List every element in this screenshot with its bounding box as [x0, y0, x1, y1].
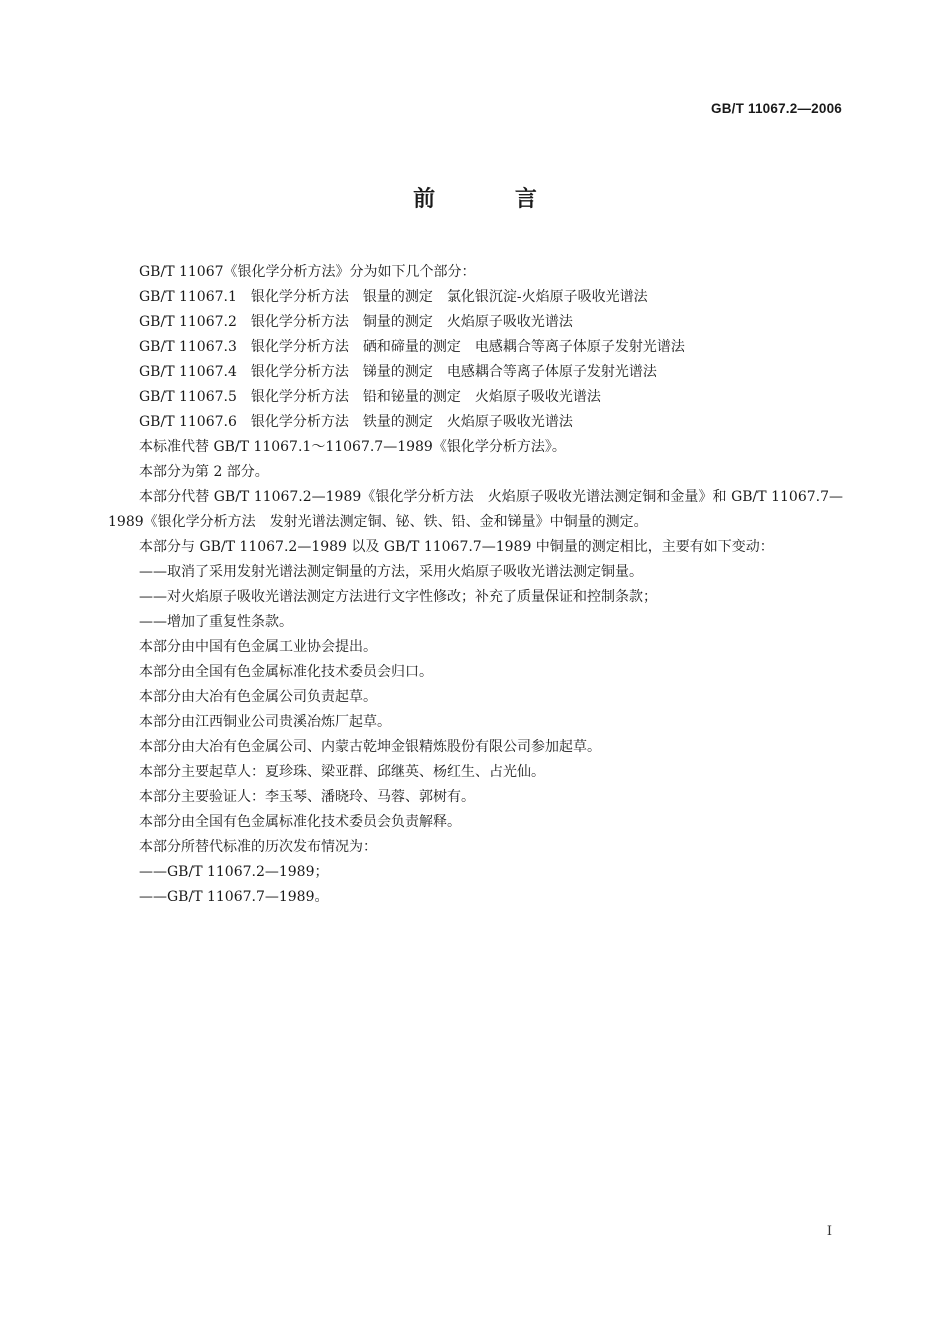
paragraph-proposed-by: 本部分由中国有色金属工业协会提出。	[139, 639, 377, 655]
paragraph-centralized-by: 本部分由全国有色金属标准化技术委员会归口。	[139, 664, 433, 680]
paragraph-part-3: GB/T 11067.3 银化学分析方法 硒和碲量的测定 电感耦合等离子体原子发射光谱法	[139, 339, 685, 355]
foreword-body	[108, 260, 843, 910]
list-item-change-2: ——对火焰原子吸收光谱法测定方法进行文字性修改；补充了质量保证和控制条款；	[139, 589, 657, 605]
paragraph-drafted-by-2: 本部分由江西铜业公司贵溪冶炼厂起草。	[139, 714, 391, 730]
page-number: I	[826, 1224, 832, 1239]
page-title: 前 言	[413, 187, 573, 212]
list-item-change-1: ——取消了采用发射光谱法测定铜量的方法，采用火焰原子吸收光谱法测定铜量。	[139, 564, 643, 580]
paragraph-participants: 本部分由大冶有色金属公司、内蒙古乾坤金银精炼股份有限公司参加起草。	[139, 739, 601, 755]
list-item-change-3: ——增加了重复性条款。	[139, 614, 293, 630]
list-item-history-1: ——GB/T 11067.2—1989；	[139, 864, 329, 880]
paragraph-part-5: GB/T 11067.5 银化学分析方法 铅和铋量的测定 火焰原子吸收光谱法	[139, 389, 601, 405]
paragraph-parts-intro: GB/T 11067《银化学分析方法》分为如下几个部分：	[139, 264, 476, 280]
paragraph-drafted-by-1: 本部分由大冶有色金属公司负责起草。	[139, 689, 377, 705]
paragraph-main-drafters: 本部分主要起草人：夏珍珠、梁亚群、邱继英、杨红生、占光仙。	[139, 764, 545, 780]
paragraph-replaces-standard: 本标准代替 GB/T 11067.1～11067.7—1989《银化学分析方法》。	[139, 439, 566, 455]
paragraph-replaces-detail: 本部分代替 GB/T 11067.2—1989《银化学分析方法 火焰原子吸收光谱法测定铜和金量》和 GB/T 11067.7—1989《银化学分析方法 发射光谱法测定铜、铋、铁、铅、金和锑量》中铜量的测定。	[108, 489, 843, 530]
paragraph-interpreted-by: 本部分由全国有色金属标准化技术委员会负责解释。	[139, 814, 461, 830]
standard-code: GB/T 11067.2—2006	[711, 101, 842, 116]
paragraph-part-number: 本部分为第 2 部分。	[139, 464, 269, 480]
paragraph-history-intro: 本部分所替代标准的历次发布情况为：	[139, 839, 377, 855]
paragraph-part-1: GB/T 11067.1 银化学分析方法 银量的测定 氯化银沉淀-火焰原子吸收光谱法	[139, 289, 648, 305]
paragraph-part-6: GB/T 11067.6 银化学分析方法 铁量的测定 火焰原子吸收光谱法	[139, 414, 573, 430]
paragraph-changes-intro: 本部分与 GB/T 11067.2—1989 以及 GB/T 11067.7—1989 中铜量的测定相比，主要有如下变动：	[139, 539, 774, 555]
paragraph-main-verifiers: 本部分主要验证人：李玉琴、潘晓玲、马蓉、郭树有。	[139, 789, 475, 805]
list-item-history-2: ——GB/T 11067.7—1989。	[139, 889, 329, 905]
paragraph-part-2: GB/T 11067.2 银化学分析方法 铜量的测定 火焰原子吸收光谱法	[139, 314, 573, 330]
paragraph-part-4: GB/T 11067.4 银化学分析方法 锑量的测定 电感耦合等离子体原子发射光谱法	[139, 364, 657, 380]
